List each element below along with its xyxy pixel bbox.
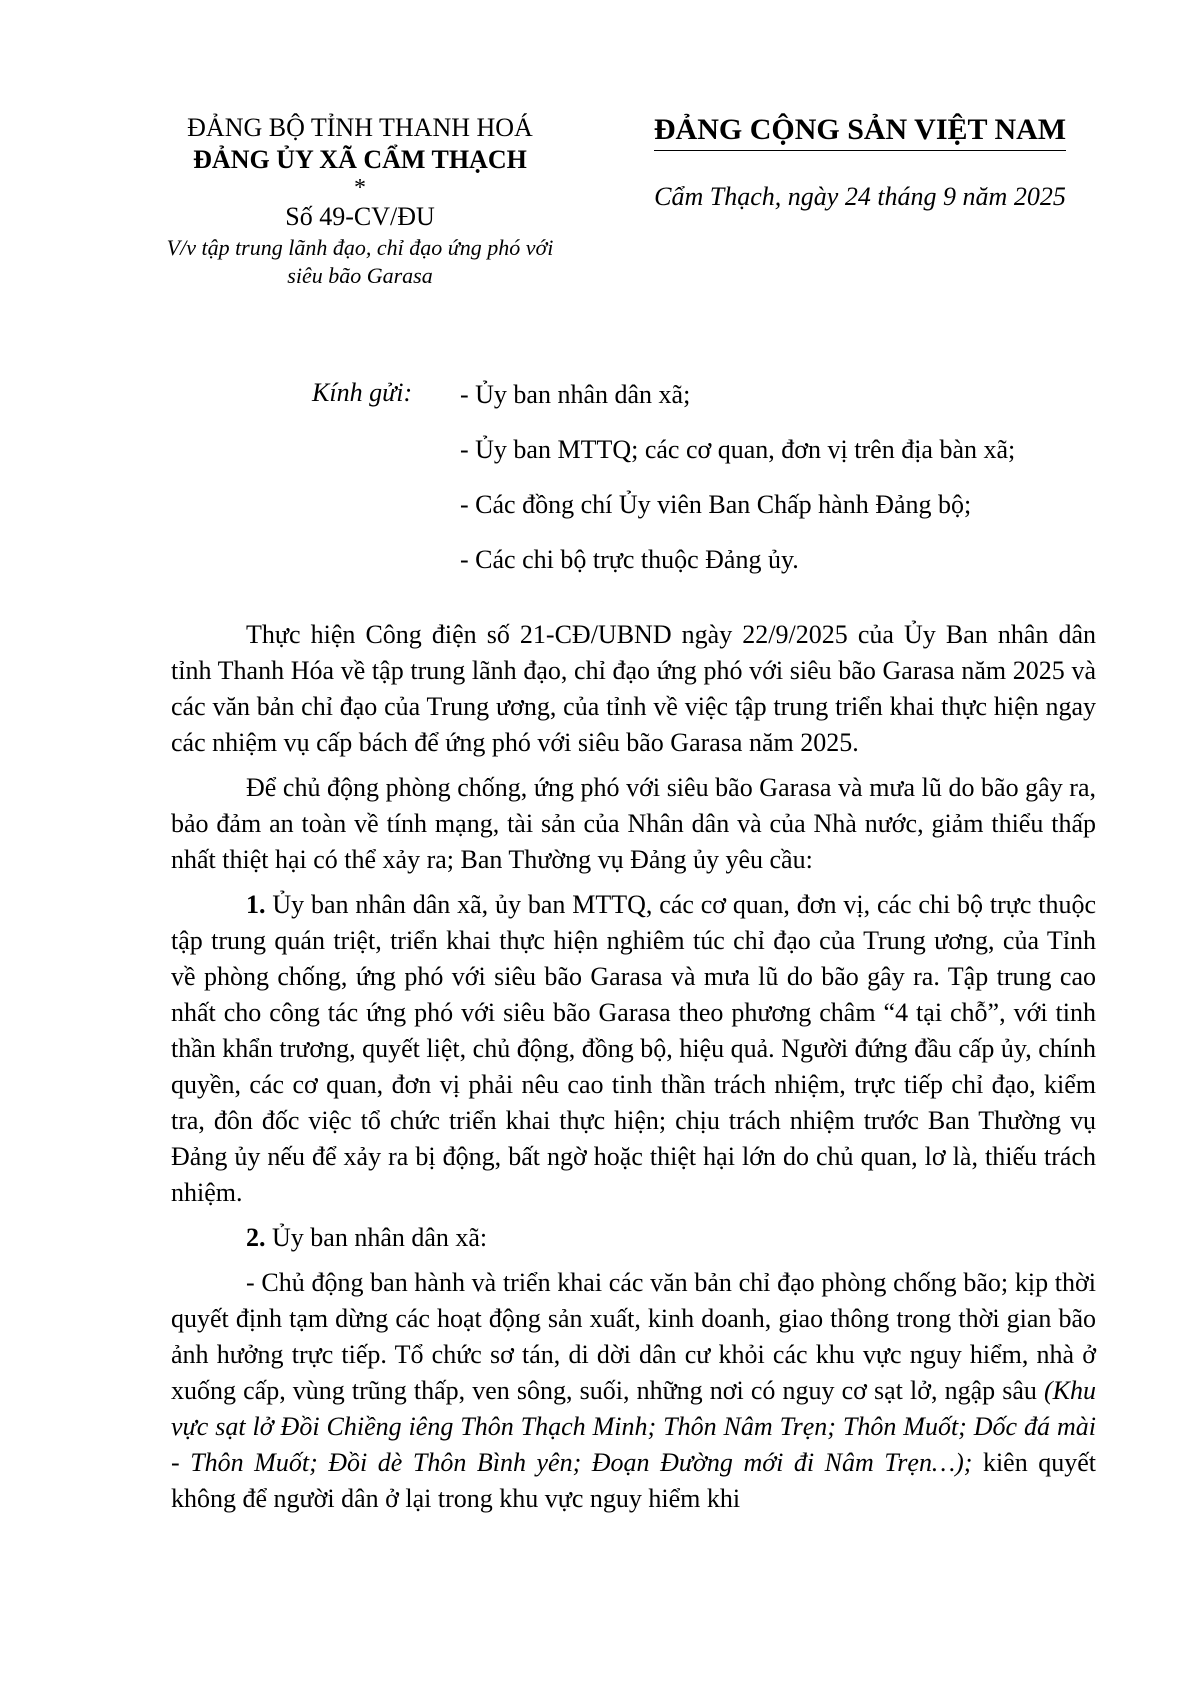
item-1-text: Ủy ban nhân dân xã, ủy ban MTTQ, các cơ quan, đơn vị, các chi bộ trực thuộc tập trung quán triệt, triển khai thực hiện nghiêm túc chỉ đạo của Trung ương, của Tỉnh về phòng chống, ứng phó với siêu bão Garasa và mưa lũ do bão gây ra. Tập trung cao nhất cho công tác ứng phó với siêu bão Garasa theo phương châm “4 tại chỗ”, với tinh thần khẩn trương, quyết liệt, chủ động, đồng bộ, hiệu quả. Người đứng đầu cấp ủy, chính quyền, các cơ quan, đơn vị phải nêu cao tinh thần trách nhiệm, trực tiếp chỉ đạo, kiểm tra, đôn đốc việc tổ chức triển khai thực hiện; chịu trách nhiệm trước Ban Thường vụ Đảng ủy nếu để xảy ra bị động, bất ngờ hoặc thiệt hại lớn do chủ quan, lơ là, thiếu trách nhiệm.: [171, 890, 1096, 1207]
commune-committee: ĐẢNG ỦY XÃ CẨM THẠCH: [193, 145, 527, 174]
item-1-number: 1.: [246, 890, 266, 919]
detail-text-b: kiên quyết không để người dân ở lại trong khu vực nguy hiểm khi: [171, 1448, 1097, 1513]
item-2-number: 2.: [246, 1223, 266, 1252]
recipient-item: - Ủy ban nhân dân xã;: [460, 380, 691, 409]
recipients-label: Kính gửi:: [312, 378, 413, 407]
place-date: Cẩm Thạch, ngày 24 tháng 9 năm 2025: [654, 182, 1066, 211]
recipient-item: - Các đồng chí Ủy viên Ban Chấp hành Đảng bộ;: [460, 490, 972, 519]
paragraph-purpose: Để chủ động phòng chống, ứng phó với siêu bão Garasa và mưa lũ do bão gây ra, bảo đảm an toàn về tính mạng, tài sản của Nhân dân và của Nhà nước, giảm thiểu thấp nhất thiệt hại có thể xảy ra; Ban Thường vụ Đảng ủy yêu cầu:: [171, 773, 1096, 874]
paragraph-intro: Thực hiện Công điện số 21-CĐ/UBND ngày 22/9/2025 của Ủy Ban nhân dân tỉnh Thanh Hóa về tập trung lãnh đạo, chỉ đạo ứng phó với siêu bão Garasa năm 2025 và các văn bản chỉ đạo của Trung ương, của tỉnh về việc tập trung triển khai thực hiện ngay các nhiệm vụ cấp bách để ứng phó với siêu bão Garasa năm 2025.: [171, 620, 1096, 757]
subject-line-1: V/v tập trung lãnh đạo, chỉ đạo ứng phó với: [166, 235, 554, 260]
issuer-header: [140, 112, 580, 290]
subject-line-2: siêu bão Garasa: [287, 263, 433, 288]
recipients-list: [460, 378, 1140, 598]
recipient-item: - Ủy ban MTTQ; các cơ quan, đơn vị trên địa bàn xã;: [460, 435, 1016, 464]
document-number: Số 49-CV/ĐU: [285, 202, 435, 231]
paragraph-item-2-detail: [171, 1265, 1096, 1517]
recipient-item: - Các chi bộ trực thuộc Đảng ủy.: [460, 545, 799, 574]
detail-text-a: - Chủ động ban hành và triển khai các văn bản chỉ đạo phòng chống bão; kịp thời quyết định tạm dừng các hoạt động sản xuất, kinh doanh, giao thông trong thời gian bão ảnh hưởng trực tiếp. Tổ chức sơ tán, di dời dân cư khỏi các khu vực nguy hiểm, nhà ở xuống cấp, vùng trũng thấp, ven sông, suối, những nơi có nguy cơ sạt lở, ngập sâu: [171, 1268, 1096, 1405]
star-separator: *: [354, 175, 366, 201]
party-name: ĐẢNG CỘNG SẢN VIỆT NAM: [654, 112, 1066, 151]
paragraph-item-1: [171, 887, 1096, 1211]
item-2-text: Ủy ban nhân dân xã:: [265, 1223, 488, 1252]
detail-locations: (Khu vực sạt lở Đồi Chiềng iêng Thôn Thạch Minh; Thôn Nâm Trẹn; Thôn Muốt; Dốc đá mài - Thôn Muốt; Đồi dè Thôn Bình yên; Đoạn Đường mới đi Nâm Trẹn…);: [171, 1376, 1096, 1477]
document-body: [171, 617, 1096, 1526]
provincial-committee: ĐẢNG BỘ TỈNH THANH HOÁ: [187, 113, 533, 142]
paragraph-item-2: [171, 1220, 1096, 1256]
party-header: [610, 112, 1110, 213]
